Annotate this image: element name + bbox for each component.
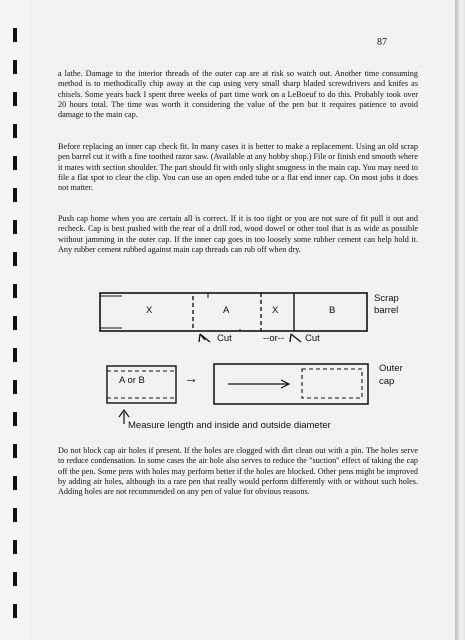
or-label: --or--: [263, 333, 285, 344]
cut-arrow-icon: [290, 334, 301, 342]
barrel-label: barrel: [374, 305, 399, 316]
section-label-a: A: [223, 305, 230, 316]
page-number: 87: [377, 37, 387, 48]
cut-arrow-icon: [199, 334, 210, 342]
section-label-x: X: [146, 305, 153, 316]
paragraph-lathe: a lathe. Damage to the interior threads of the outer cap are at risk so watch out. Another time consuming method is to methodically chip away at the cap using very small sharp bladed screwdrivers and knifes as chisels. Some years back I spent three weeks of part time work on a LeBoeuf to do this. Probably took over 20 hours total. The time was worth it considering the value of the pen but it requires patience to avoid damage to the main cap.: [58, 69, 418, 120]
scrap-barrel-outline: [100, 293, 367, 331]
cap-label: cap: [379, 376, 395, 387]
section-label-b: B: [329, 305, 336, 316]
paragraph-push-cap: Push cap home when you are certain all is correct. If it is too tight or you are not sure of fit pull it out and recheck. Cap is best pushed with the rear of a drill rod, wood dowel or other tool that is as wide as possible without jamming in the outer cap. If the inner cap goes in too loosely some rubber cement can help hold it. Any rubber cement rubbed against main cap threads can rub off when dry.: [58, 214, 418, 254]
paragraph-air-holes: Do not block cap air holes if present. If the holes are clogged with dirt clean out with a pin. The holes serve to reduce condensation. In some cases the air hole also serves to reduce the "suction" effect of taking the cap off the pen. Some pens with holes may perform better if the holes are blocked. Other pens might be improved by adding air holes, although its a rare pen that really would perform differently with or without such holes. Adding holes are not recommended on any pen of value for obvious reasons.: [58, 446, 418, 497]
inner-cap-position: [302, 369, 362, 398]
section-label-x2: X: [272, 305, 279, 316]
part-label: A or B: [119, 375, 145, 386]
paragraph-inner-cap: Before replacing an inner cap check fit. In many cases it is better to make a replacement. Using an old scrap pen barrel cut it with a fine toothed razor saw. (Available at any hobby shop.) File or finish end smooth where it mates with section shoulder. The part should fit with only slight snugness in the main cap. You may need to file a flat spot to clear the clip. You can use an open ended tube or a flat end inner cap. On most jobs it does not matter.: [58, 142, 418, 193]
cut-label-2: Cut: [305, 333, 320, 344]
scrap-label: Scrap: [374, 293, 399, 304]
cut-label: Cut: [217, 333, 232, 344]
outer-label: Outer: [379, 363, 403, 374]
arrow-right-icon: →: [184, 370, 198, 386]
measure-caption: Measure length and inside and outside diameter: [128, 420, 331, 431]
